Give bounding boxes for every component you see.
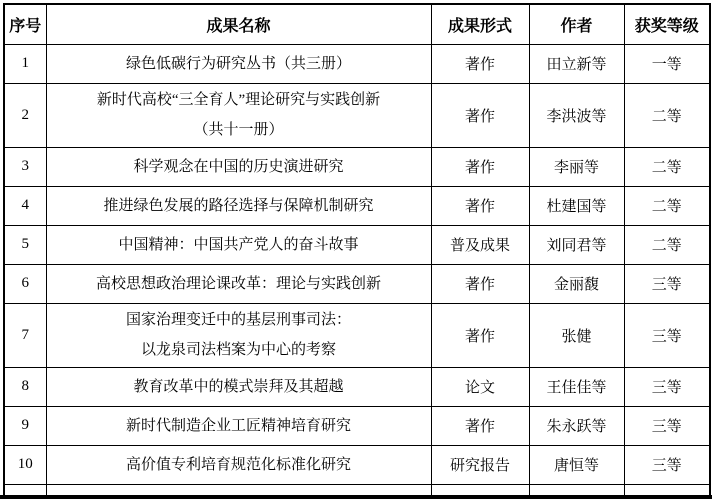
table-row: [4, 445, 710, 484]
cell-author: 金丽馥: [529, 264, 624, 303]
cell-grade: 二等: [624, 83, 710, 147]
name-line: 绿色低碳行为研究丛书（共三册）: [125, 55, 351, 72]
cell-author: 张健: [529, 303, 624, 367]
cell-form: 著作: [431, 44, 529, 83]
awards-table-wrap: [3, 3, 711, 499]
cell-form: 研究报告: [431, 445, 529, 484]
bottom-border-line: [0, 495, 712, 499]
column-header-author: 作者: [529, 4, 624, 44]
table-row: [4, 264, 710, 303]
awards-table: [3, 3, 711, 499]
name-line: 高价值专利培育规范化标准化研究: [125, 456, 351, 473]
cell-grade: 三等: [624, 303, 710, 367]
cell-no: 4: [4, 186, 46, 225]
table-row: [4, 44, 710, 83]
cell-author: 杜建国等: [529, 186, 624, 225]
cell-name: [46, 44, 431, 83]
table-row: [4, 406, 710, 445]
cell-name: [46, 264, 431, 303]
cell-author: 李丽等: [529, 147, 624, 186]
cell-no: 1: [4, 44, 46, 83]
table-body: [4, 44, 710, 499]
cell-form: 论文: [431, 367, 529, 406]
cell-form: 著作: [431, 186, 529, 225]
table-row: [4, 225, 710, 264]
column-header-no: 序号: [4, 4, 46, 44]
cell-name: [46, 406, 431, 445]
name-line: 新时代高校“三全育人”理论研究与实践创新: [96, 92, 381, 108]
name-line: 推进绿色发展的路径选择与保障机制研究: [103, 197, 374, 214]
cell-form: 著作: [431, 264, 529, 303]
cell-grade: 三等: [624, 264, 710, 303]
cell-form: 著作: [431, 303, 529, 367]
cell-author: 朱永跃等: [529, 406, 624, 445]
name-line: 新时代制造企业工匠精神培育研究: [125, 417, 351, 434]
cell-form: 著作: [431, 83, 529, 147]
name-line: 高校思想政治理论课改革：理论与实践创新: [95, 275, 381, 292]
cell-form: 著作: [431, 406, 529, 445]
cell-form: 著作: [431, 147, 529, 186]
cell-name: [46, 186, 431, 225]
name-line: 以龙泉司法档案为中心的考察: [140, 342, 336, 358]
cell-grade: 三等: [624, 445, 710, 484]
cell-name: [46, 367, 431, 406]
cell-no: 5: [4, 225, 46, 264]
cell-no: 2: [4, 83, 46, 147]
cell-form: 普及成果: [431, 225, 529, 264]
table-row: [4, 147, 710, 186]
cell-author: 刘同君等: [529, 225, 624, 264]
cell-author: 李洪波等: [529, 83, 624, 147]
cell-author: 唐恒等: [529, 445, 624, 484]
cell-no: 10: [4, 445, 46, 484]
cell-name: [46, 225, 431, 264]
table-row: [4, 367, 710, 406]
table-row: [4, 83, 710, 147]
cell-author: 田立新等: [529, 44, 624, 83]
name-line: 中国精神：中国共产党人的奋斗故事: [118, 236, 359, 253]
cell-no: 7: [4, 303, 46, 367]
cell-grade: 三等: [624, 406, 710, 445]
name-line: 国家治理变迁中的基层刑事司法：: [125, 312, 351, 328]
cell-grade: 二等: [624, 186, 710, 225]
column-header-form: 成果形式: [431, 4, 529, 44]
cell-grade: 一等: [624, 44, 710, 83]
name-line: 教育改革中的模式崇拜及其超越: [133, 378, 344, 395]
cell-no: 9: [4, 406, 46, 445]
cell-author: 王佳佳等: [529, 367, 624, 406]
table-row: [4, 303, 710, 367]
cell-grade: 二等: [624, 147, 710, 186]
column-header-grade: 获奖等级: [624, 4, 710, 44]
column-header-name: 成果名称: [46, 4, 431, 44]
cell-no: 8: [4, 367, 46, 406]
cell-no: 3: [4, 147, 46, 186]
table-row: [4, 186, 710, 225]
cell-name: [46, 445, 431, 484]
cell-name: [46, 147, 431, 186]
header-row: [4, 4, 710, 44]
cell-name: [46, 303, 431, 367]
cell-grade: 三等: [624, 367, 710, 406]
cell-name: [46, 83, 431, 147]
cell-grade: 二等: [624, 225, 710, 264]
name-line: （共十一册）: [193, 122, 284, 138]
cell-no: 6: [4, 264, 46, 303]
name-line: 科学观念在中国的历史演进研究: [133, 158, 344, 175]
